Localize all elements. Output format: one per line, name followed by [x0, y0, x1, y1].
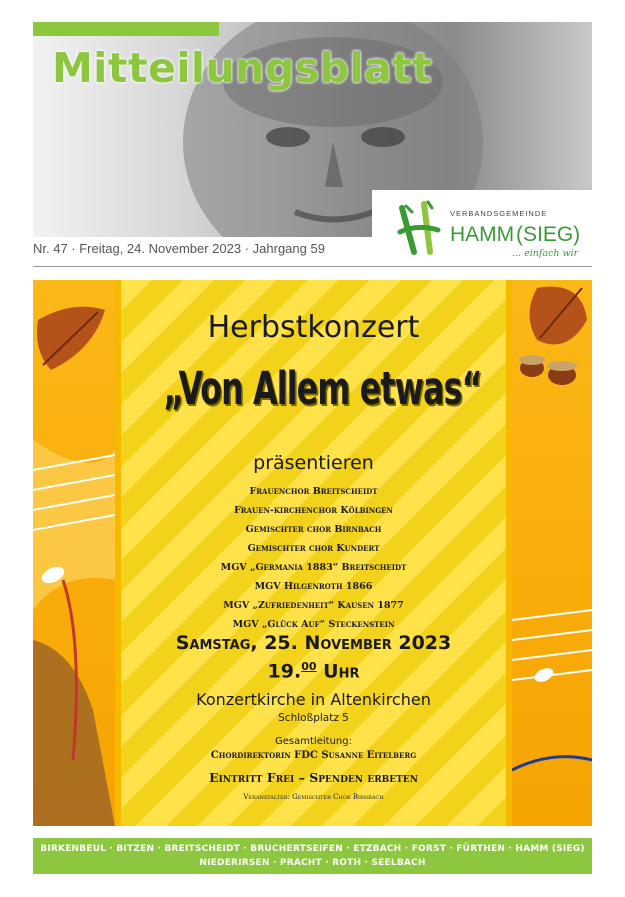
left-decor-panel	[33, 280, 115, 826]
concert-title: Herbstkonzert	[207, 310, 420, 345]
choir-item: MGV Hilgenroth 1866	[254, 581, 373, 592]
poster-center-panel	[121, 280, 506, 826]
choir-item: Gemischter chor Birnbach	[245, 524, 382, 535]
choir-item: Frauen-kirchenchor Kölbingen	[234, 505, 393, 516]
header-accent-bar	[33, 22, 219, 36]
choir-item: MGV „Glück Auf“ Steckenstein	[232, 619, 395, 630]
choir-item: MGV „Germania 1883“ Breitscheidt	[220, 562, 407, 573]
logo-small-text: VERBANDSGEMEINDE	[450, 209, 548, 218]
presents-text: präsentieren	[253, 452, 374, 474]
header-divider	[33, 266, 592, 267]
concert-venue: Konzertkirche in Altenkirchen	[196, 690, 431, 709]
organizer-info: Veranstalter: Gemischter Chor Birnbach	[243, 793, 384, 801]
concert-date: Samstag, 25. November 2023	[175, 632, 452, 654]
footer-line-1: BIRKENBEUL · BITZEN · BREITSCHEIDT · BRUCHERTSEIFEN · ETZBACH · FORST · FÜRTHEN · HAMM (SIEG)	[40, 844, 585, 854]
publication-title: Mitteilungsblatt	[52, 44, 433, 92]
footer-town-list	[33, 838, 592, 874]
time-minutes: 00	[301, 660, 317, 673]
logo-slogan: ... einfach wir	[512, 248, 579, 259]
issue-info: Nr. 47 · Freitag, 24. November 2023 · Jahrgang 59	[33, 241, 325, 256]
autumn-leaf-music-icon	[33, 280, 115, 826]
logo-suffix: (SIEG)	[516, 223, 581, 246]
right-decor-panel	[512, 280, 592, 826]
acorn-leaf-music-icon	[512, 280, 592, 826]
lead-name: Chordirektorin FDC Susanne Eitelberg	[210, 750, 417, 761]
choir-item: MGV „Zufriedenheit“ Kausen 1877	[223, 600, 404, 611]
municipality-logo	[372, 190, 592, 268]
time-unit: Uhr	[323, 660, 360, 683]
concert-subtitle: „Von Allem etwas“	[163, 362, 482, 415]
choir-item: Gemischter chor Kundert	[247, 543, 380, 554]
admission-info: Eintritt Frei – Spenden erbeten	[209, 770, 418, 785]
logo-name: HAMM	[450, 223, 515, 246]
concert-poster	[33, 280, 592, 826]
lead-label: Gesamtleitung:	[275, 736, 352, 747]
choir-item: Frauenchor Breitscheidt	[249, 486, 378, 497]
time-hour: 19.	[267, 660, 302, 683]
footer-line-2: NIEDERIRSEN · PRACHT · ROTH · SEELBACH	[199, 858, 426, 868]
concert-time	[121, 660, 506, 682]
concert-address: Schloßplatz 5	[278, 712, 349, 724]
hamm-logo-icon	[372, 190, 592, 268]
